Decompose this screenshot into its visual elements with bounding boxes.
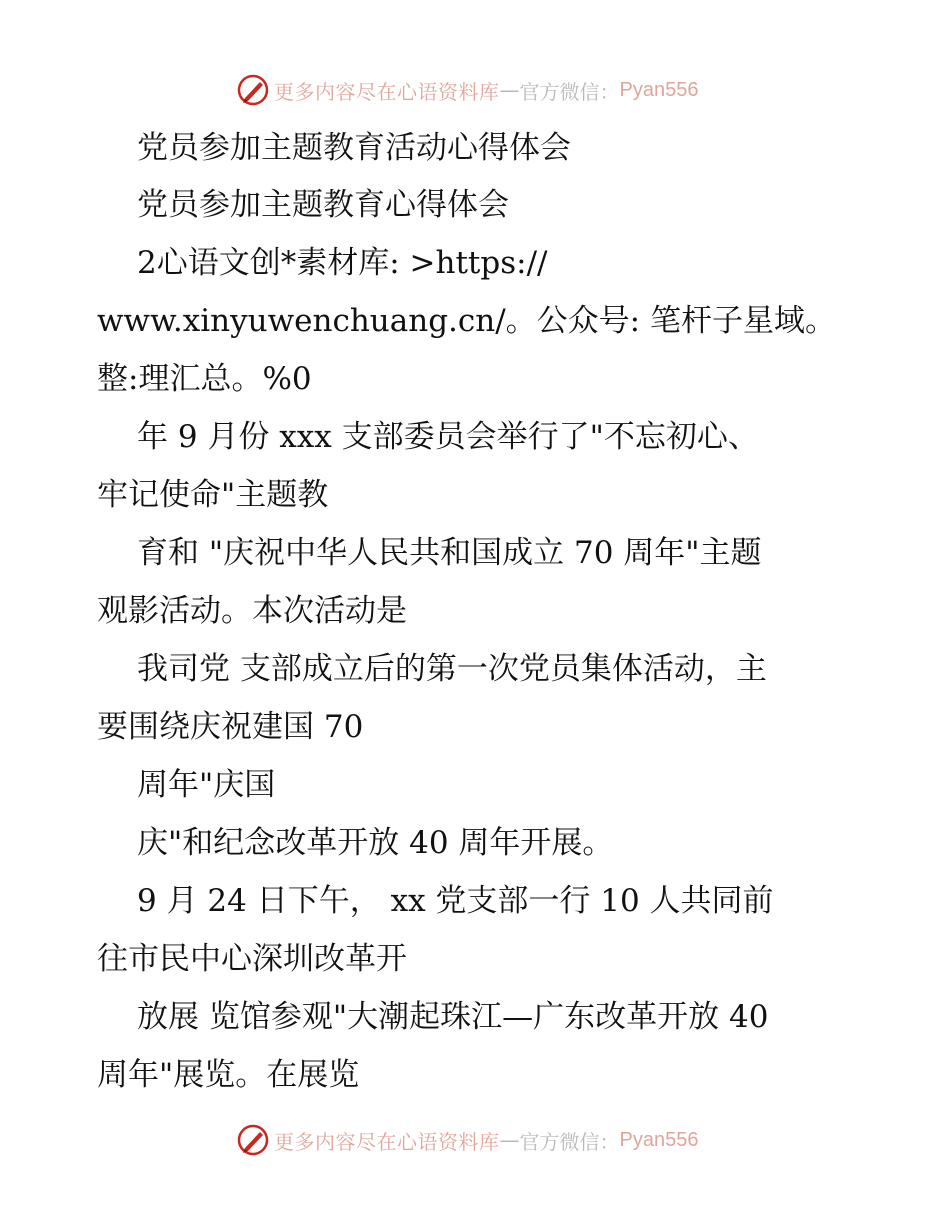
doc-line: 我司党 支部成立后的第一次党员集体活动，主	[137, 651, 767, 687]
header-banner-dash: —	[499, 78, 520, 102]
header-banner-wechat-label: 官方微信：	[519, 79, 620, 104]
doc-line: 年 9 月份 xxx 支部委员会举行了"不忘初心、	[137, 419, 759, 455]
footer-banner	[236, 1120, 698, 1160]
doc-line: 庆"和纪念改革开放 40 周年开展。	[137, 825, 614, 861]
doc-line: 周年"庆国	[137, 767, 276, 803]
doc-line: 周年"展览。在展览	[97, 1057, 360, 1093]
doc-line: 牢记使命"主题教	[97, 477, 329, 513]
header-banner-wechat-id: Pyan556	[619, 78, 699, 101]
footer-banner-wechat-label: 官方微信：	[519, 1129, 620, 1154]
footer-banner-text: 更多内容尽在心语资料库	[274, 1129, 500, 1154]
doc-line: 观影活动。本次活动是	[97, 593, 407, 629]
doc-line: 往市民中心深圳改革开	[97, 941, 407, 977]
doc-title: 党员参加主题教育活动心得体会	[137, 130, 571, 166]
doc-line: 要围绕庆祝建国 70	[97, 709, 364, 745]
doc-line: 育和 "庆祝中华人民共和国成立 70 周年"主题	[137, 535, 762, 571]
header-banner-text: 更多内容尽在心语资料库	[274, 79, 500, 104]
footer-banner-wechat-id: Pyan556	[619, 1128, 699, 1151]
doc-line: 放展 览馆参观"大潮起珠江—广东改革开放 40	[137, 999, 769, 1035]
doc-subtitle: 党员参加主题教育心得体会	[137, 187, 509, 223]
doc-line: 9 月 24 日下午， xx 党支部一行 10 人共同前	[137, 883, 774, 919]
pen-logo-icon	[236, 73, 270, 107]
doc-line: 2心语文创*素材库: >https://	[137, 245, 548, 281]
pen-logo-icon	[236, 1123, 270, 1157]
header-banner	[236, 70, 698, 110]
footer-banner-dash: —	[499, 1128, 520, 1152]
doc-line: 整:理汇总。%0	[97, 361, 312, 397]
doc-line: www.xinyuwenchuang.cn/。公众号: 笔杆子星域。	[97, 303, 836, 339]
